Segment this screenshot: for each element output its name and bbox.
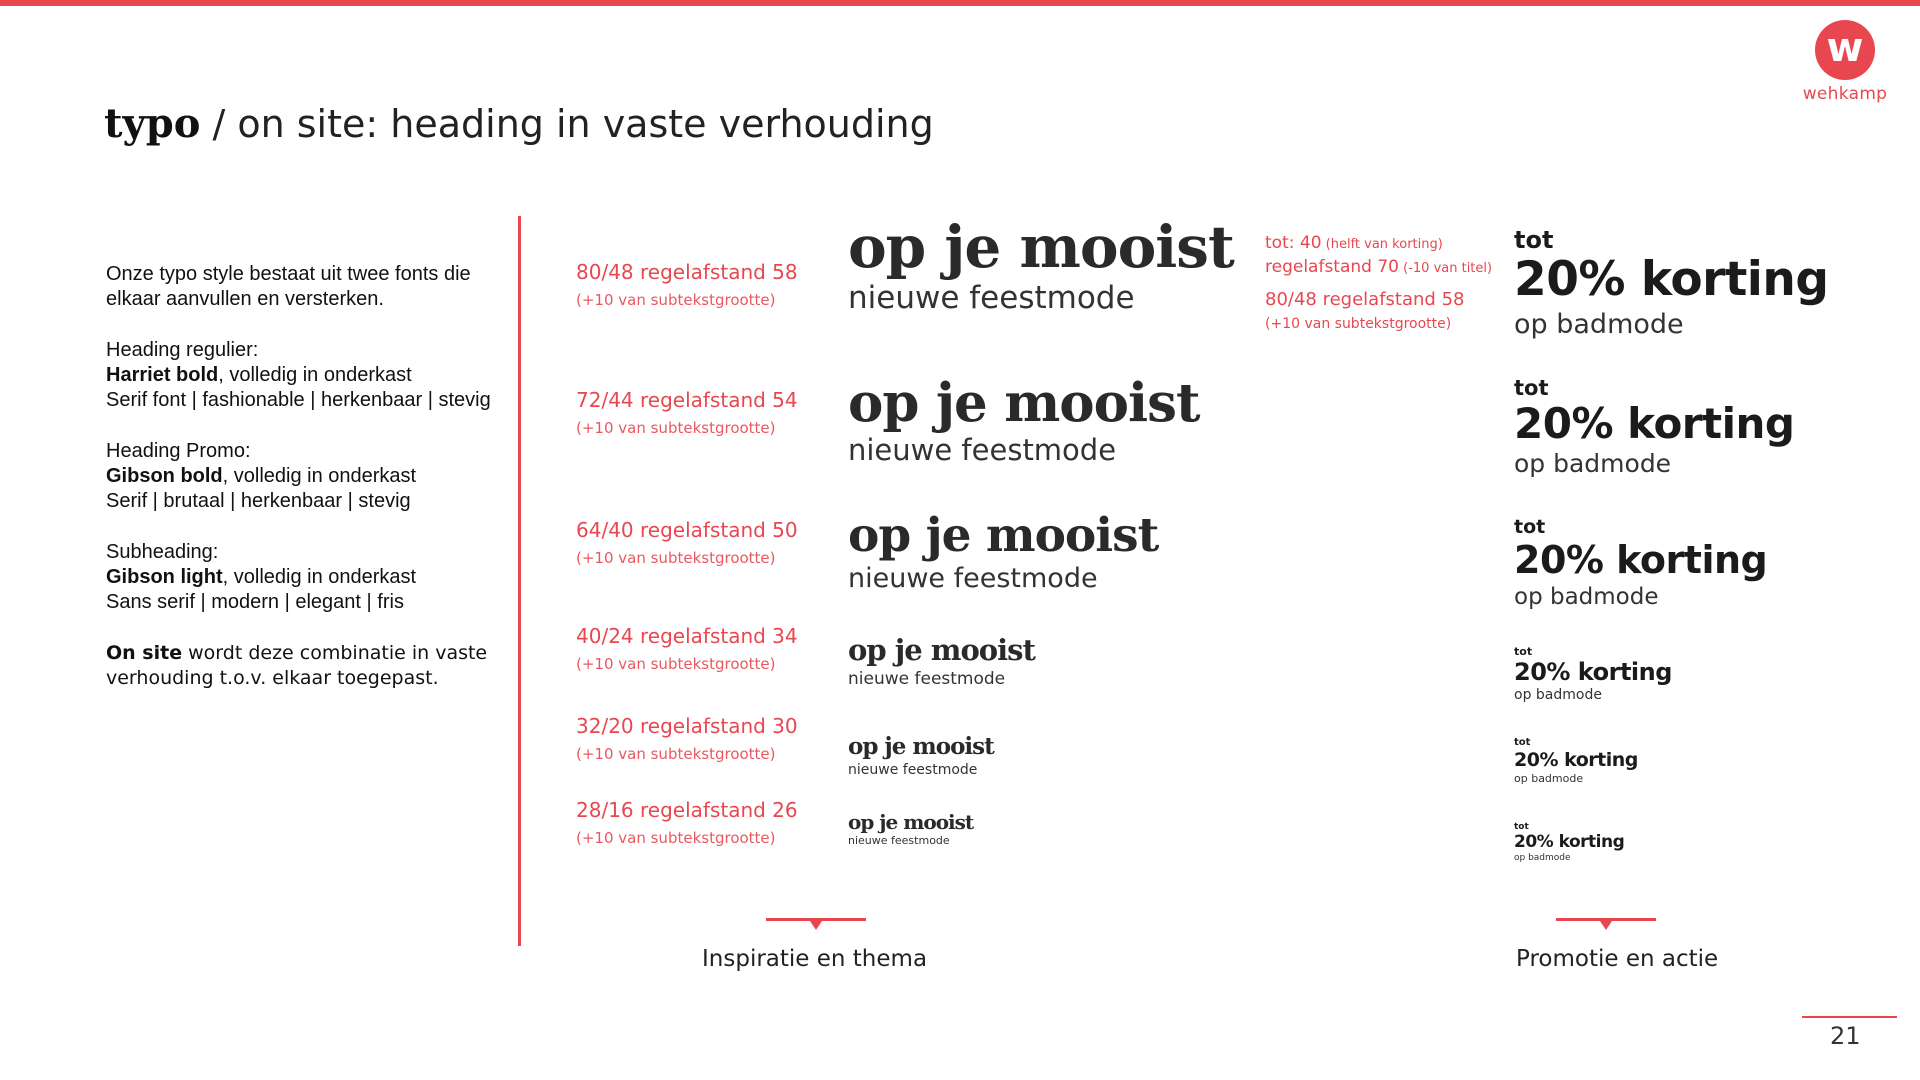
spec-note: (+10 van subtekstgrootte) (576, 829, 776, 847)
logo-wordmark: wehkamp (1802, 84, 1888, 104)
sample-heading: op je mooist (848, 372, 1200, 434)
title-strong: typo (104, 100, 201, 147)
promo-spec-size-leading: regelafstand 58 (1316, 289, 1465, 310)
spec-72-44 (576, 386, 798, 442)
wehkamp-logo (1795, 20, 1888, 110)
sample-subheading: nieuwe feestmode (848, 834, 950, 847)
promo-sub: op badmode (1514, 772, 1584, 785)
desc-promo (106, 439, 506, 514)
desc-regular-traits: Serif font | fashionable | herkenbaar | stevig (106, 389, 491, 411)
spec-leading: regelafstand 26 (633, 798, 798, 822)
spec-80-48 (576, 258, 798, 314)
spec-size: 40/24 (576, 624, 634, 648)
sample-80 (848, 214, 1234, 316)
page-title (104, 100, 934, 147)
promo-spec-leading-note: (-10 van titel) (1399, 261, 1493, 276)
spec-size: 32/20 (576, 714, 634, 738)
promo-sub: op badmode (1514, 853, 1571, 863)
spec-size: 72/44 (576, 388, 634, 412)
divider-line (518, 216, 521, 946)
promo-tot: tot (1514, 226, 1554, 254)
desc-regular-label: Heading regulier: (106, 339, 259, 361)
sample-heading: op je mooist (848, 508, 1159, 563)
spec-size: 64/40 (576, 518, 634, 542)
desc-promo-label: Heading Promo: (106, 440, 251, 462)
sample-72 (848, 372, 1199, 466)
sample-40 (848, 632, 1035, 690)
promo-discount: 20% korting (1514, 832, 1625, 852)
promo-sample-28 (1514, 822, 1624, 864)
desc-sub-label: Subheading: (106, 541, 219, 563)
spec-note: (+10 van subtekstgrootte) (576, 655, 776, 673)
promo-sub: op badmode (1514, 449, 1672, 478)
desc-regular (106, 338, 506, 413)
description-panel (106, 262, 506, 717)
title-rest: / on site: heading in vaste verhouding (200, 102, 934, 146)
spec-leading: regelafstand 58 (633, 260, 798, 284)
desc-onsite (106, 641, 506, 691)
promo-discount: 20% korting (1514, 658, 1672, 686)
desc-sub (106, 540, 506, 615)
spec-32-20 (576, 712, 798, 768)
sample-heading: op je mooist (848, 213, 1234, 281)
promo-discount: 20% korting (1514, 538, 1768, 582)
spec-leading: regelafstand 54 (633, 388, 798, 412)
desc-promo-traits: Serif | brutaal | herkenbaar | stevig (106, 490, 411, 512)
desc-onsite-bold: On site (106, 642, 183, 664)
spec-note: (+10 van subtekstgrootte) (576, 419, 776, 437)
section-marker-left (766, 918, 866, 921)
desc-regular-rest: , volledig in onderkast (218, 364, 412, 386)
promo-spec-note: (+10 van subtekstgrootte) (1265, 316, 1452, 332)
promo-sample-80 (1514, 228, 1829, 342)
promo-spec-tot-note: (helft van korting) (1321, 237, 1443, 252)
sample-subheading: nieuwe feestmode (848, 563, 1098, 594)
sample-heading: op je mooist (848, 733, 994, 760)
page-number: 21 (1830, 1022, 1861, 1050)
desc-regular-font: Harriet bold (106, 364, 219, 386)
promo-sample-32 (1514, 738, 1638, 786)
promo-tot: tot (1514, 376, 1549, 400)
desc-onsite-rest: wordt deze combinatie in vaste verhouding t.o.v. elkaar toegepast. (106, 642, 488, 689)
sample-heading: op je mooist (848, 633, 1035, 667)
promo-sample-72 (1514, 378, 1794, 479)
promo-spec-tot-label: tot: (1265, 233, 1300, 253)
desc-sub-font: Gibson light (106, 566, 223, 588)
promo-sub: op badmode (1514, 584, 1659, 610)
spec-note: (+10 van subtekstgrootte) (576, 745, 776, 763)
promo-tot: tot (1514, 822, 1529, 832)
promo-sub: op badmode (1514, 687, 1602, 703)
sample-subheading: nieuwe feestmode (848, 280, 1135, 316)
promo-sub: op badmode (1514, 309, 1684, 340)
spec-note: (+10 van subtekstgrootte) (576, 291, 776, 309)
spec-size: 80/48 (576, 260, 634, 284)
top-accent-bar (0, 0, 1920, 6)
promo-spec-tot-value: 40 (1299, 233, 1322, 253)
spec-size: 28/16 (576, 798, 634, 822)
spec-leading: regelafstand 30 (633, 714, 798, 738)
section-marker-right (1556, 918, 1656, 921)
promo-spec-leading-label: regelafstand (1265, 257, 1378, 277)
spec-64-40 (576, 516, 798, 572)
spec-leading: regelafstand 34 (633, 624, 798, 648)
logo-circle-icon: w (1815, 20, 1875, 80)
promo-tot: tot (1514, 645, 1533, 658)
desc-promo-font: Gibson bold (106, 465, 223, 487)
spec-28-16 (576, 796, 798, 852)
desc-sub-rest: , volledig in onderkast (222, 566, 417, 588)
sample-subheading: nieuwe feestmode (848, 433, 1117, 467)
promo-discount: 20% korting (1514, 399, 1795, 448)
promo-tot: tot (1514, 737, 1531, 748)
spec-note: (+10 van subtekstgrootte) (576, 549, 776, 567)
sample-subheading: nieuwe feestmode (848, 669, 1006, 689)
sample-heading: op je mooist (848, 810, 974, 834)
caption-inspiratie: Inspiratie en thema (702, 946, 928, 972)
desc-sub-traits: Sans serif | modern | elegant | fris (106, 591, 404, 613)
caption-promotie: Promotie en actie (1516, 946, 1719, 972)
promo-discount: 20% korting (1514, 252, 1829, 307)
desc-intro: Onze typo style bestaat uit twee fonts die elkaar aanvullen en versterken. (106, 263, 471, 310)
sample-64 (848, 508, 1158, 594)
promo-discount: 20% korting (1514, 749, 1638, 771)
promo-spec (1265, 232, 1492, 336)
desc-promo-rest: , volledig in onderkast (222, 465, 417, 487)
promo-tot: tot (1514, 516, 1546, 538)
spec-40-24 (576, 622, 798, 678)
promo-spec-leading-value: 70 (1377, 257, 1399, 277)
sample-32 (848, 732, 994, 779)
chevron-down-icon (1600, 921, 1612, 930)
promo-sample-64 (1514, 518, 1767, 611)
chevron-down-icon (810, 921, 822, 930)
promo-sample-40 (1514, 646, 1672, 704)
spec-leading: regelafstand 50 (633, 518, 798, 542)
sample-subheading: nieuwe feestmode (848, 762, 978, 778)
promo-spec-size: 80/48 (1265, 289, 1317, 310)
page-number-rule (1802, 1016, 1897, 1018)
sample-28 (848, 810, 973, 848)
